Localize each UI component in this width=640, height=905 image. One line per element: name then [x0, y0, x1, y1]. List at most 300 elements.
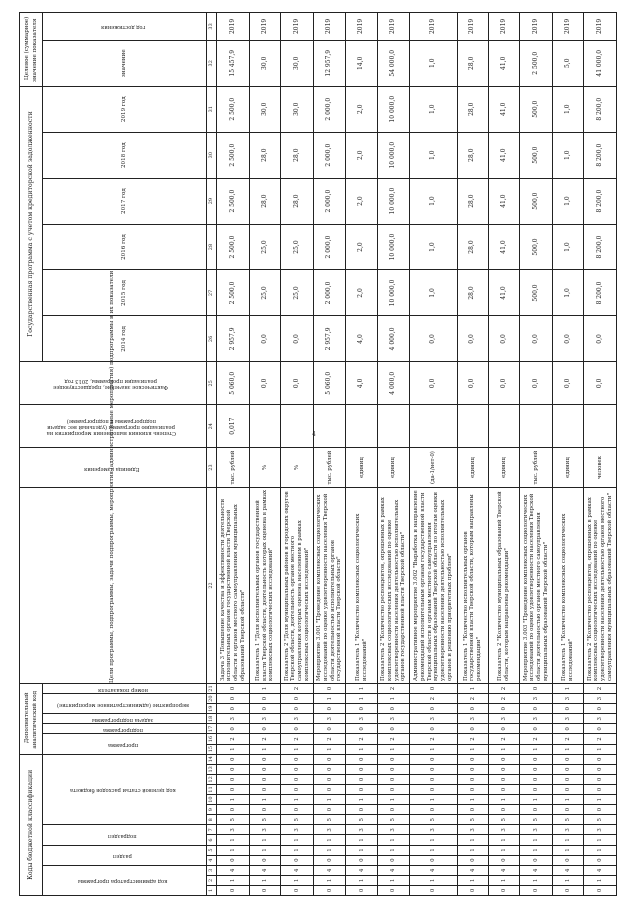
- target-value-cell: 2 500,0: [520, 40, 553, 86]
- code-digit-cell: 0: [457, 805, 488, 815]
- unit-cell: единиц: [377, 448, 410, 488]
- code-digit-cell: 1: [217, 795, 250, 805]
- degree-cell: [313, 405, 346, 448]
- unit-cell: (да-1/нет-0): [410, 448, 457, 488]
- year-value-cell: 1,0: [410, 270, 457, 316]
- column-number: 8: [206, 815, 217, 825]
- code-digit-cell: 2: [281, 683, 314, 693]
- year-value-cell: 0,0: [520, 316, 553, 362]
- code-digit-cell: 0: [488, 855, 519, 865]
- code-digit-cell: 0: [249, 885, 280, 895]
- code-digit-cell: 3: [281, 825, 314, 835]
- year-value-cell: 0,0: [584, 316, 617, 362]
- program-indicators-table: [19, 12, 617, 896]
- code-digit-cell: 1: [488, 744, 519, 754]
- code-digit-cell: 3: [520, 694, 553, 704]
- code-digit-cell: 0: [377, 855, 410, 865]
- code-digit-cell: 0: [457, 855, 488, 865]
- year-value-cell: 0,0: [410, 316, 457, 362]
- code-digit-cell: 0: [217, 694, 250, 704]
- year-2016-header: 2016 год: [42, 224, 206, 270]
- table-row: [281, 13, 314, 896]
- year-value-cell: 2 000,0: [313, 224, 346, 270]
- code-digit-cell: 5: [488, 815, 519, 825]
- code-digit-cell: 0: [313, 724, 346, 734]
- code-digit-cell: 3: [281, 714, 314, 724]
- code-digit-cell: 0: [377, 885, 410, 895]
- goal-column-header: Цели программы, подпрограммы, задачи подпрограммы, мероприятия (административные мероприятия) подпрограммы и их показатели: [20, 487, 207, 683]
- code-digit-cell: 0: [410, 683, 457, 693]
- fact-value-cell: 0,0: [584, 362, 617, 405]
- year-value-cell: 500,0: [520, 224, 553, 270]
- code-digit-cell: 0: [249, 704, 280, 714]
- code-digit-cell: 0: [313, 855, 346, 865]
- year-value-cell: 25,0: [281, 270, 314, 316]
- fact-value-cell: 0,0: [488, 362, 519, 405]
- target-year-cell: 2019: [313, 13, 346, 41]
- year-value-cell: 500,0: [520, 270, 553, 316]
- code-digit-cell: 0: [377, 704, 410, 714]
- code-digit-cell: 1: [488, 795, 519, 805]
- code-digit-cell: 0: [584, 784, 617, 794]
- code-digit-cell: 2: [520, 734, 553, 744]
- code-digit-cell: 1: [520, 744, 553, 754]
- code-digit-cell: 3: [520, 825, 553, 835]
- year-value-cell: 2 957,9: [217, 316, 250, 362]
- code-digit-cell: 0: [552, 805, 583, 815]
- code-digit-cell: 1: [281, 795, 314, 805]
- code-digit-cell: 1: [377, 795, 410, 805]
- code-digit-cell: 3: [488, 825, 519, 835]
- degree-cell: [552, 405, 583, 448]
- code-digit-cell: 0: [281, 704, 314, 714]
- goal-text-cell: Показатель 2 "Количество респондентов, опрошенных в рамках комплексных социологических исследований по оценке удовлетворенности населения деятельностью органов местного самоуправления муниципальных образований Тверской области": [584, 487, 617, 683]
- year-value-cell: 8 200,0: [584, 224, 617, 270]
- code-digit-cell: 0: [457, 704, 488, 714]
- code-digit-cell: 0: [217, 764, 250, 774]
- code-digit-cell: 3: [584, 714, 617, 724]
- code-digit-cell: 3: [584, 825, 617, 835]
- code-digit-cell: 3: [584, 694, 617, 704]
- column-number: 9: [206, 805, 217, 815]
- code-digit-cell: 0: [281, 694, 314, 704]
- code-digit-cell: 0: [584, 704, 617, 714]
- degree-cell: [488, 405, 519, 448]
- code-digit-cell: 1: [313, 795, 346, 805]
- code-digit-cell: 2: [217, 734, 250, 744]
- code-digit-cell: 0: [457, 754, 488, 764]
- code-digit-cell: 0: [217, 754, 250, 764]
- column-number: 14: [206, 754, 217, 764]
- year-value-cell: 41,0: [488, 178, 519, 224]
- degree-cell: [281, 405, 314, 448]
- code-digit-cell: 0: [488, 784, 519, 794]
- code-digit-cell: 3: [488, 714, 519, 724]
- table-row: [410, 13, 457, 896]
- degree-cell: [520, 405, 553, 448]
- year-value-cell: 4,0: [346, 316, 377, 362]
- code-digit-cell: 0: [281, 805, 314, 815]
- code-digit-cell: 0: [488, 724, 519, 734]
- years-group-header: Государственная программа с учетом кредиторской задолженности: [20, 86, 43, 362]
- year-value-cell: 500,0: [520, 178, 553, 224]
- year-value-cell: 30,0: [249, 86, 280, 132]
- year-2019-header: 2019 год: [42, 86, 206, 132]
- column-number: 26: [206, 316, 217, 362]
- code-digit-cell: 2: [584, 683, 617, 693]
- degree-cell: 0,017: [217, 405, 250, 448]
- column-number: 4: [206, 855, 217, 865]
- code-digit-cell: 0: [313, 704, 346, 714]
- fact-value-cell: 5 060,0: [217, 362, 250, 405]
- code-digit-cell: 0: [249, 855, 280, 865]
- degree-cell: [457, 405, 488, 448]
- code-digit-cell: 4: [457, 865, 488, 875]
- target-value-cell: 41,0: [488, 40, 519, 86]
- year-value-cell: 0,0: [249, 316, 280, 362]
- code-digit-cell: 1: [457, 683, 488, 693]
- year-value-cell: 28,0: [281, 178, 314, 224]
- code-digit-cell: 0: [346, 885, 377, 895]
- code-digit-cell: 4: [488, 865, 519, 875]
- code-digit-cell: 0: [313, 784, 346, 794]
- code-digit-cell: 2: [313, 734, 346, 744]
- code-digit-cell: 0: [552, 754, 583, 764]
- subsection-header: подраздел: [42, 825, 206, 845]
- code-digit-cell: 0: [410, 805, 457, 815]
- code-digit-cell: 0: [410, 855, 457, 865]
- year-value-cell: 10 000,0: [377, 224, 410, 270]
- code-digit-cell: 1: [346, 845, 377, 855]
- column-number: 24: [206, 405, 217, 448]
- code-digit-cell: 1: [346, 795, 377, 805]
- code-digit-cell: 1: [249, 683, 280, 693]
- code-digit-cell: 1: [346, 683, 377, 693]
- code-digit-cell: 0: [281, 885, 314, 895]
- code-digit-cell: 1: [377, 875, 410, 885]
- code-digit-cell: 0: [217, 774, 250, 784]
- code-digit-cell: 0: [217, 885, 250, 895]
- code-digit-cell: 3: [377, 825, 410, 835]
- code-digit-cell: 0: [377, 764, 410, 774]
- code-digit-cell: 0: [313, 885, 346, 895]
- code-digit-cell: 2: [488, 734, 519, 744]
- code-digit-cell: 4: [377, 865, 410, 875]
- code-digit-cell: 2: [346, 734, 377, 744]
- program-code-header: программа: [42, 734, 206, 754]
- code-digit-cell: 0: [457, 784, 488, 794]
- code-digit-cell: 3: [410, 714, 457, 724]
- code-digit-cell: 1: [552, 683, 583, 693]
- code-digit-cell: 1: [377, 845, 410, 855]
- code-digit-cell: 0: [457, 724, 488, 734]
- table-row: [377, 13, 410, 896]
- code-digit-cell: 3: [346, 714, 377, 724]
- code-digit-cell: 5: [584, 815, 617, 825]
- year-value-cell: 10 000,0: [377, 132, 410, 178]
- code-digit-cell: 0: [520, 855, 553, 865]
- code-digit-cell: 3: [249, 714, 280, 724]
- code-digit-cell: 0: [488, 805, 519, 815]
- code-digit-cell: 1: [552, 875, 583, 885]
- code-digit-cell: 0: [313, 774, 346, 784]
- code-digit-cell: 4: [281, 865, 314, 875]
- code-digit-cell: 0: [552, 724, 583, 734]
- year-value-cell: 41,0: [488, 270, 519, 316]
- year-value-cell: 41,0: [488, 132, 519, 178]
- code-digit-cell: 0: [346, 764, 377, 774]
- code-digit-cell: 0: [249, 774, 280, 784]
- fact-value-cell: 0,0: [249, 362, 280, 405]
- year-value-cell: 10 000,0: [377, 178, 410, 224]
- column-number: 32: [206, 40, 217, 86]
- code-digit-cell: 0: [457, 774, 488, 784]
- degree-cell: [346, 405, 377, 448]
- code-digit-cell: 0: [313, 805, 346, 815]
- year-value-cell: 500,0: [520, 132, 553, 178]
- column-number: 27: [206, 270, 217, 316]
- table-row: [552, 13, 583, 896]
- code-digit-cell: 1: [313, 875, 346, 885]
- code-digit-cell: 0: [410, 724, 457, 734]
- year-value-cell: 4 000,0: [377, 316, 410, 362]
- unit-cell: %: [281, 448, 314, 488]
- code-digit-cell: 1: [346, 835, 377, 845]
- code-digit-cell: 0: [281, 724, 314, 734]
- code-digit-cell: 1: [584, 875, 617, 885]
- column-number: 30: [206, 132, 217, 178]
- target-year-cell: 2019: [217, 13, 250, 41]
- code-digit-cell: 4: [249, 865, 280, 875]
- code-digit-cell: 1: [313, 835, 346, 845]
- column-number: 15: [206, 744, 217, 754]
- table-row: [346, 13, 377, 896]
- year-value-cell: 2 500,0: [217, 86, 250, 132]
- code-digit-cell: 0: [346, 805, 377, 815]
- code-digit-cell: 1: [281, 875, 314, 885]
- code-digit-cell: 0: [488, 885, 519, 895]
- table-row: [457, 13, 488, 896]
- year-value-cell: 500,0: [520, 86, 553, 132]
- target-year-cell: 2019: [488, 13, 519, 41]
- code-digit-cell: 0: [313, 754, 346, 764]
- year-value-cell: 1,0: [410, 178, 457, 224]
- indicator-number-header: номер показателя: [42, 683, 206, 693]
- code-digit-cell: 5: [346, 815, 377, 825]
- code-digit-cell: 0: [217, 805, 250, 815]
- column-number: 33: [206, 13, 217, 41]
- code-digit-cell: 0: [584, 774, 617, 784]
- code-digit-cell: 0: [281, 774, 314, 784]
- code-digit-cell: 1: [217, 875, 250, 885]
- target-year-cell: 2019: [520, 13, 553, 41]
- code-digit-cell: 0: [488, 774, 519, 784]
- code-digit-cell: 0: [346, 784, 377, 794]
- column-number: 18: [206, 714, 217, 724]
- year-value-cell: 25,0: [249, 270, 280, 316]
- target-value-cell: 14,0: [346, 40, 377, 86]
- code-digit-cell: 1: [313, 845, 346, 855]
- code-digit-cell: 0: [520, 774, 553, 784]
- code-digit-cell: 1: [584, 795, 617, 805]
- code-digit-cell: 0: [377, 754, 410, 764]
- code-digit-cell: 0: [217, 855, 250, 865]
- year-value-cell: 2,0: [346, 270, 377, 316]
- code-digit-cell: 5: [377, 815, 410, 825]
- code-digit-cell: 3: [552, 714, 583, 724]
- code-digit-cell: 5: [313, 815, 346, 825]
- year-value-cell: 2,0: [346, 132, 377, 178]
- column-number: 25: [206, 362, 217, 405]
- code-digit-cell: 2: [488, 694, 519, 704]
- code-digit-cell: 1: [457, 845, 488, 855]
- code-digit-cell: 1: [217, 835, 250, 845]
- target-article-header: код целевой статьи расходов бюджета: [42, 754, 206, 825]
- code-digit-cell: 1: [552, 845, 583, 855]
- code-digit-cell: 1: [377, 835, 410, 845]
- year-value-cell: 2 000,0: [313, 178, 346, 224]
- code-digit-cell: 0: [584, 764, 617, 774]
- year-2018-header: 2018 год: [42, 132, 206, 178]
- code-digit-cell: 0: [346, 855, 377, 865]
- code-digit-cell: 0: [346, 774, 377, 784]
- code-digit-cell: 3: [377, 714, 410, 724]
- year-value-cell: 25,0: [249, 224, 280, 270]
- degree-cell: [584, 405, 617, 448]
- code-digit-cell: 1: [520, 845, 553, 855]
- code-digit-cell: 2: [552, 734, 583, 744]
- year-value-cell: 28,0: [457, 86, 488, 132]
- code-digit-cell: 0: [520, 805, 553, 815]
- year-value-cell: 28,0: [249, 178, 280, 224]
- code-digit-cell: 1: [249, 835, 280, 845]
- code-digit-cell: 5: [457, 815, 488, 825]
- year-value-cell: 2,0: [346, 86, 377, 132]
- code-digit-cell: 2: [457, 694, 488, 704]
- code-digit-cell: 0: [520, 885, 553, 895]
- target-value-cell: 30,0: [281, 40, 314, 86]
- column-number: 31: [206, 86, 217, 132]
- code-digit-cell: 1: [217, 845, 250, 855]
- code-digit-cell: 1: [520, 875, 553, 885]
- code-digit-cell: 0: [410, 784, 457, 794]
- year-value-cell: 2 000,0: [313, 86, 346, 132]
- code-digit-cell: 0: [552, 764, 583, 774]
- year-value-cell: 8 200,0: [584, 132, 617, 178]
- column-number: 19: [206, 704, 217, 714]
- program-table-sheet: [19, 12, 617, 896]
- degree-cell: [377, 405, 410, 448]
- code-digit-cell: 0: [313, 764, 346, 774]
- year-value-cell: 10 000,0: [377, 270, 410, 316]
- column-number: 11: [206, 784, 217, 794]
- code-digit-cell: 0: [410, 885, 457, 895]
- code-digit-cell: 5: [520, 815, 553, 825]
- code-digit-cell: 0: [552, 784, 583, 794]
- code-digit-cell: 0: [217, 784, 250, 794]
- code-digit-cell: 0: [377, 774, 410, 784]
- year-value-cell: 0,0: [552, 316, 583, 362]
- table-row: [249, 13, 280, 896]
- code-digit-cell: 2: [377, 683, 410, 693]
- target-year-cell: 2019: [410, 13, 457, 41]
- code-digit-cell: 1: [410, 875, 457, 885]
- code-digit-cell: 0: [520, 764, 553, 774]
- year-2014-header: 2014 год: [42, 316, 206, 362]
- code-digit-cell: 0: [457, 764, 488, 774]
- fact-value-cell: 0,0: [520, 362, 553, 405]
- year-value-cell: 2 957,9: [313, 316, 346, 362]
- column-number: 2: [206, 875, 217, 885]
- code-digit-cell: 0: [488, 704, 519, 714]
- code-digit-cell: 1: [520, 795, 553, 805]
- code-digit-cell: 1: [410, 744, 457, 754]
- target-value-cell: 15 457,9: [217, 40, 250, 86]
- column-number: 6: [206, 835, 217, 845]
- unit-cell: единиц: [457, 448, 488, 488]
- degree-column-header: Степень влияния выполнения мероприятия на реализацию программы (удельный вес задачи подпрограммы в подпрограмме): [20, 405, 207, 448]
- code-digit-cell: 1: [377, 694, 410, 704]
- code-digit-cell: 4: [584, 865, 617, 875]
- code-digit-cell: 5: [410, 815, 457, 825]
- code-digit-cell: 1: [552, 795, 583, 805]
- code-digit-cell: 0: [520, 704, 553, 714]
- target-group-header: Целевое (суммарное) значение показателя: [20, 13, 43, 87]
- code-digit-cell: 1: [457, 875, 488, 885]
- admin-code-header: код администратора программы: [42, 865, 206, 895]
- goal-text-cell: Мероприятие 3.003 "Проведение комплексных социологических исследований по оценке удовлетворенности населения Тверской области деятельностью органов местного самоуправления муниципальных образований Тверской области": [520, 487, 553, 683]
- code-digit-cell: 0: [377, 784, 410, 794]
- code-digit-cell: 0: [217, 704, 250, 714]
- column-number: 28: [206, 224, 217, 270]
- year-value-cell: 28,0: [249, 132, 280, 178]
- code-digit-cell: 4: [313, 865, 346, 875]
- code-digit-cell: 0: [520, 784, 553, 794]
- year-value-cell: 1,0: [552, 86, 583, 132]
- code-digit-cell: 3: [457, 825, 488, 835]
- code-digit-cell: 4: [520, 865, 553, 875]
- code-digit-cell: 2: [488, 683, 519, 693]
- activity-code-header: мероприятие (административное мероприятие): [42, 694, 206, 714]
- code-digit-cell: 3: [410, 825, 457, 835]
- degree-cell: [410, 405, 457, 448]
- subprogram-code-header: подпрограмма: [42, 724, 206, 734]
- code-digit-cell: 1: [584, 744, 617, 754]
- table-row: [520, 13, 553, 896]
- column-number: 17: [206, 724, 217, 734]
- column-number: 10: [206, 795, 217, 805]
- column-number: 22: [206, 487, 217, 683]
- code-digit-cell: 1: [552, 744, 583, 754]
- code-digit-cell: 3: [520, 714, 553, 724]
- page-number: 4: [312, 431, 316, 438]
- code-digit-cell: 1: [313, 694, 346, 704]
- code-digit-cell: 2: [410, 694, 457, 704]
- code-digit-cell: 0: [457, 885, 488, 895]
- code-digit-cell: 0: [346, 754, 377, 764]
- target-year-cell: 2019: [552, 13, 583, 41]
- code-digit-cell: 0: [520, 724, 553, 734]
- code-digit-cell: 0: [410, 774, 457, 784]
- code-digit-cell: 1: [249, 845, 280, 855]
- fact-value-cell: 0,0: [281, 362, 314, 405]
- unit-cell: человек: [584, 448, 617, 488]
- column-number: 1: [206, 885, 217, 895]
- target-value-cell: 41 000,0: [584, 40, 617, 86]
- code-digit-cell: 1: [249, 744, 280, 754]
- code-digit-cell: 0: [346, 724, 377, 734]
- code-digit-cell: 3: [217, 714, 250, 724]
